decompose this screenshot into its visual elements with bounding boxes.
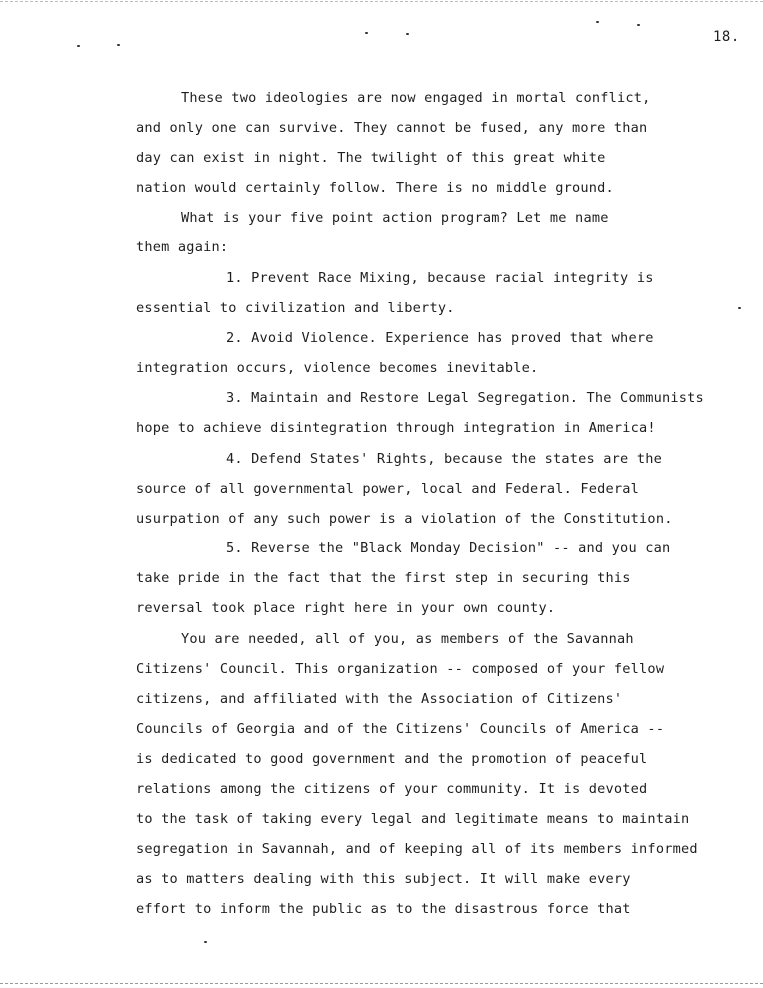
text-line: These two ideologies are now engaged in mortal conflict, — [181, 90, 651, 106]
text-line: day can exist in night. The twilight of this great white — [136, 150, 606, 166]
text-line: 4. Defend States' Rights, because the states are the — [226, 451, 662, 467]
text-line: take pride in the fact that the first step in securing this — [136, 570, 631, 586]
text-line: integration occurs, violence becomes inevitable. — [136, 360, 539, 376]
text-line: effort to inform the public as to the disastrous force that — [136, 901, 631, 917]
page-number: 18. — [713, 29, 740, 45]
text-line: Councils of Georgia and of the Citizens' Councils of America -- — [136, 721, 665, 737]
text-line: hope to achieve disintegration through integration in America! — [136, 420, 656, 436]
text-line: You are needed, all of you, as members of the Savannah — [181, 631, 634, 647]
text-line: segregation in Savannah, and of keeping all of its members informed — [136, 841, 698, 857]
text-line: usurpation of any such power is a violation of the Constitution. — [136, 511, 673, 527]
text-line: 5. Reverse the "Black Monday Decision" -- and you can — [226, 540, 671, 556]
text-line: nation would certainly follow. There is no middle ground. — [136, 180, 614, 196]
text-line: them again: — [136, 239, 229, 255]
text-line: Citizens' Council. This organization -- composed of your fellow — [136, 661, 665, 677]
text-line: is dedicated to good government and the promotion of peaceful — [136, 751, 648, 767]
text-line: as to matters dealing with this subject. It will make every — [136, 871, 631, 887]
text-line: 1. Prevent Race Mixing, because racial integrity is — [226, 270, 654, 286]
text-line: reversal took place right here in your own county. — [136, 600, 556, 616]
text-line: source of all governmental power, local and Federal. Federal — [136, 481, 640, 497]
text-line: and only one can survive. They cannot be fused, any more than — [136, 120, 648, 136]
text-line: citizens, and affiliated with the Association of Citizens' — [136, 691, 623, 707]
text-line: 2. Avoid Violence. Experience has proved that where — [226, 330, 654, 346]
text-line: 3. Maintain and Restore Legal Segregation. The Communists — [226, 390, 704, 406]
text-line: relations among the citizens of your community. It is devoted — [136, 781, 648, 797]
text-line: to the task of taking every legal and legitimate means to maintain — [136, 811, 690, 827]
text-line: What is your five point action program? Let me name — [181, 210, 609, 226]
text-line: essential to civilization and liberty. — [136, 300, 455, 316]
